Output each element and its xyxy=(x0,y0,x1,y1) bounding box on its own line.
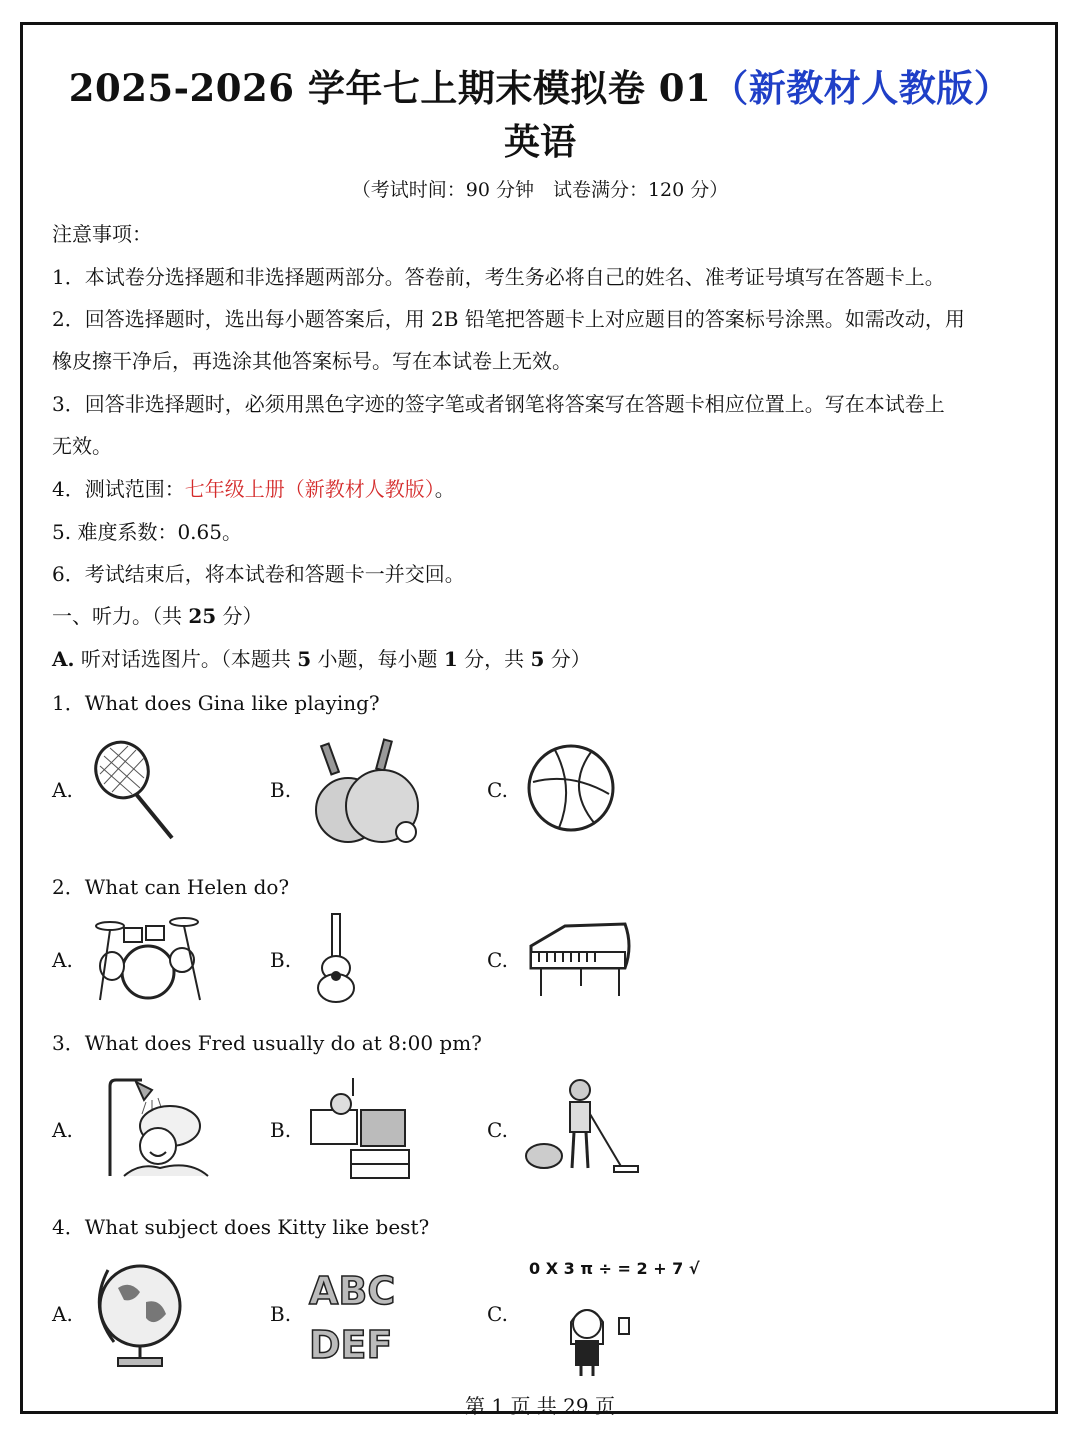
note-item-4 xyxy=(52,473,455,502)
exam-info: （考试时间：90 分钟 试卷满分：120 分） xyxy=(351,179,729,201)
q2-option-c[interactable]: C. xyxy=(487,948,508,972)
note-item-1: 1．本试卷分选择题和非选择题两部分。答卷前，考生务必将自己的姓名、准考证号填写在答题卡上。 xyxy=(52,265,945,289)
tennis-racket-icon xyxy=(90,738,180,843)
test-scope: 七年级上册（新教材人教版） xyxy=(184,477,435,501)
page-title xyxy=(0,58,1080,112)
part-a-text2: 小题，每小题 xyxy=(311,647,444,671)
note-item-4-prefix: 4．测试范围： xyxy=(52,477,185,501)
guitar-icon xyxy=(308,912,368,1004)
piano-icon xyxy=(525,916,635,1000)
note-item-3-line2: 无效。 xyxy=(52,434,112,458)
question-1: 1．What does Gina like playing? xyxy=(52,691,380,715)
part-a-total: 5 xyxy=(530,647,545,671)
q4-option-b[interactable]: B. xyxy=(270,1302,292,1326)
part-a-each: 1 xyxy=(443,647,458,671)
math-symbols: 0 X 3 π ÷ = 2 + 7 √ xyxy=(529,1259,700,1278)
q2-option-a[interactable]: A. xyxy=(52,948,73,972)
section-title-prefix: 一、听力。（共 xyxy=(52,604,189,628)
title-main: 2025-2026 学年七上期末模拟卷 01 xyxy=(68,66,712,110)
page-number: 第 1 页 共 29 页 xyxy=(465,1394,615,1418)
note-item-6: 6．考试结束后，将本试卷和答题卡一并交回。 xyxy=(52,562,465,586)
part-a-text: 听对话选图片。（本题共 xyxy=(74,647,298,671)
page-border xyxy=(20,22,1058,1414)
q3-option-a[interactable]: A. xyxy=(52,1118,73,1142)
letters-icon xyxy=(305,1256,417,1366)
part-a-text4: 分） xyxy=(544,647,591,671)
section-title xyxy=(52,600,263,629)
math-girl-icon xyxy=(525,1252,700,1378)
q1-option-a[interactable]: A. xyxy=(52,778,73,802)
notes-heading: 注意事项： xyxy=(52,222,152,246)
letters-row1: ABC xyxy=(309,1269,396,1313)
part-a-text3: 分，共 xyxy=(457,647,531,671)
note-item-3-line1: 3．回答非选择题时，必须用黑色字迹的签字笔或者钢笔将答案写在答题卡相应位置上。写在本试卷上 xyxy=(52,392,945,416)
basketball-icon xyxy=(525,742,617,834)
q1-option-c[interactable]: C. xyxy=(487,778,508,802)
question-3: 3．What does Fred usually do at 8:00 pm? xyxy=(52,1031,482,1055)
watching-tv-icon xyxy=(305,1076,415,1182)
q1-option-b[interactable]: B. xyxy=(270,778,292,802)
letters-row2: DEF xyxy=(309,1323,393,1367)
drum-set-icon xyxy=(90,912,208,1004)
part-a-title xyxy=(52,643,591,672)
subject-title: 英语 xyxy=(503,121,576,163)
part-a-count: 5 xyxy=(297,647,312,671)
q4-option-a[interactable]: A. xyxy=(52,1302,73,1326)
section-score: 25 xyxy=(188,604,217,628)
shower-icon xyxy=(100,1076,212,1180)
title-edition: （新教材人教版） xyxy=(711,66,1012,110)
q3-option-b[interactable]: B. xyxy=(270,1118,292,1142)
q4-option-c[interactable]: C. xyxy=(487,1302,508,1326)
vacuuming-icon xyxy=(522,1076,642,1180)
note-item-5: 5. 难度系数：0.65。 xyxy=(52,520,242,544)
note-item-2-line2: 橡皮擦干净后，再选涂其他答案标号。写在本试卷上无效。 xyxy=(52,349,572,373)
globe-icon xyxy=(90,1258,190,1370)
part-a-label: A. xyxy=(52,647,75,671)
section-title-suffix: 分） xyxy=(216,604,263,628)
ping-pong-paddles-icon xyxy=(310,738,425,853)
note-item-4-suffix: 。 xyxy=(434,477,455,501)
q2-option-b[interactable]: B. xyxy=(270,948,292,972)
question-4: 4．What subject does Kitty like best? xyxy=(52,1215,430,1239)
note-item-2-line1: 2．回答选择题时，选出每小题答案后，用 2B 铅笔把答题卡上对应题目的答案标号涂黑。如需改动，用 xyxy=(52,307,965,331)
q3-option-c[interactable]: C. xyxy=(487,1118,508,1142)
question-2: 2．What can Helen do? xyxy=(52,875,290,899)
